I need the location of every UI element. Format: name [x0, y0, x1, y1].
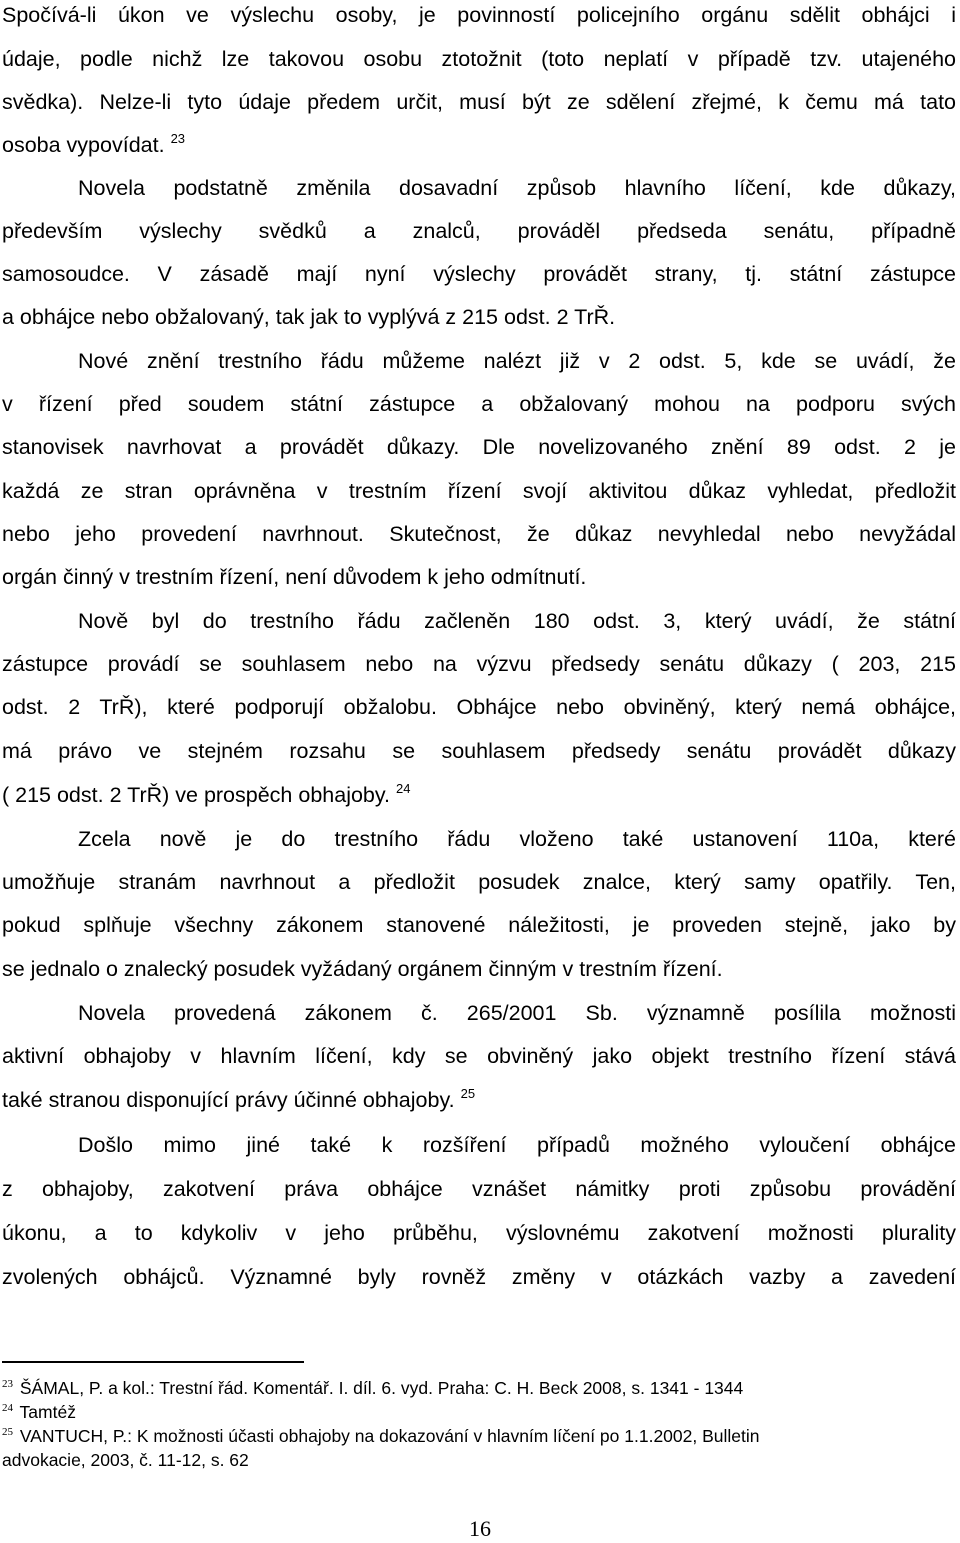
body-line: Spočívá-li úkon ve výslechu osoby, je povinností policejního orgánu sdělit obhájci i: [2, 3, 956, 27]
body-line: především výslechy svědků a znalců, prováděl předseda senátu, případně: [2, 219, 956, 243]
footnote-ref-25[interactable]: 25: [460, 1086, 476, 1101]
page-number: 16: [469, 1516, 491, 1541]
body-line: svědka). Nelze-li tyto údaje předem určit, musí být ze sdělení zřejmé, k čemu má tato: [2, 90, 956, 114]
footnote-text: Tamtéž: [19, 1402, 76, 1422]
footnote-text: ŠÁMAL, P. a kol.: Trestní řád. Komentář. I. díl. 6. vyd. Praha: C. H. Beck 2008, s. 1341 - 1344: [19, 1378, 744, 1398]
body-line: Novela provedená zákonem č. 265/2001 Sb. významně posílila možnosti: [78, 1001, 956, 1025]
footnote-separator: [2, 1361, 304, 1363]
body-line: pokud splňuje všechny zákonem stanovené náležitosti, je proveden stejně, jako by: [2, 913, 956, 937]
body-line: Nové znění trestního řádu můžeme nalézt již v 2 odst. 5, kde se uvádí, že: [78, 349, 956, 373]
body-line: Zcela nově je do trestního řádu vloženo také ustanovení 110a, které: [78, 827, 956, 851]
footnote-ref-24[interactable]: 24: [396, 781, 411, 796]
footnote-number: 25: [2, 1426, 13, 1438]
body-line: samosoudce. V zásadě mají nyní výslechy provádět strany, tj. státní zástupce: [2, 262, 956, 286]
body-line: osoba vypovídat. $^{23}$: [2, 131, 186, 157]
body-line: v řízení před soudem státní zástupce a obžalovaný mohou na podporu svých: [2, 392, 956, 416]
body-line: se jednalo o znalecký posudek vyžádaný orgánem činným v trestním řízení.: [2, 957, 723, 981]
body-line: stanovisek navrhovat a provádět důkazy. Dle novelizovaného znění 89 odst. 2 je: [2, 435, 956, 459]
body-line: každá ze stran oprávněna v trestním řízení svojí aktivitou důkaz vyhledat, předložit: [2, 479, 956, 503]
body-line: má právo ve stejném rozsahu se souhlasem předsedy senátu provádět důkazy: [2, 739, 956, 763]
body-line: odst. 2 TrŘ), které podporují obžalobu. Obhájce nebo obviněný, který nemá obhájce,: [2, 695, 956, 719]
body-line: aktivní obhajoby v hlavním líčení, kdy se obviněný jako objekt trestního řízení stává: [2, 1044, 956, 1068]
footnote-ref-23[interactable]: 23: [170, 131, 186, 146]
body-line: Došlo mimo jiné také k rozšíření případů možného vyloučení obhájce: [78, 1133, 956, 1157]
footnote-number: 23: [2, 1378, 13, 1390]
footnote-number: 24: [2, 1402, 13, 1414]
body-line: Nově byl do trestního řádu začleněn 180 odst. 3, který uvádí, že státní: [78, 609, 956, 633]
body-line: ( 215 odst. 2 TrŘ) ve prospěch obhajoby. $^{24}$: [2, 781, 411, 807]
footnote-25: [2, 1424, 956, 1448]
body-line: a obhájce nebo obžalovaný, tak jak to vyplývá z 215 odst. 2 TrŘ.: [2, 305, 616, 329]
body-line: také stranou disponující právy účinné obhajoby. $^{25}$: [2, 1086, 476, 1112]
body-line: údaje, podle nichž lze takovou osobu ztotožnit (toto neplatí v případě tzv. utajeného: [2, 47, 956, 71]
body-line: z obhajoby, zakotvení práva obhájce vznášet námitky proti způsobu provádění: [2, 1177, 956, 1201]
footnote-24: [2, 1400, 956, 1424]
footnote-text: VANTUCH, P.: K možnosti účasti obhajoby na dokazování v hlavním líčení po 1.1.2002, Bulletin: [19, 1426, 760, 1446]
body-line: orgán činný v trestním řízení, není důvodem k jeho odmítnutí.: [2, 565, 587, 589]
footnote-23: [2, 1376, 956, 1400]
body-line: nebo jeho provedení navrhnout. Skutečnost, že důkaz nevyhledal nebo nevyžádal: [2, 522, 956, 546]
body-line: umožňuje stranám navrhnout a předložit posudek znalce, který samy opatřily. Ten,: [2, 870, 956, 894]
body-line: Novela podstatně změnila dosavadní způsob hlavního líčení, kde důkazy,: [78, 176, 956, 200]
body-line: úkonu, a to kdykoliv v jeho průběhu, výslovnému zakotvení možnosti plurality: [2, 1221, 956, 1245]
footnote-25-continuation: advokacie, 2003, č. 11-12, s. 62: [2, 1450, 249, 1470]
body-line: zvolených obhájců. Významné byly rovněž změny v otázkách vazby a zavedení: [2, 1265, 956, 1289]
body-line: zástupce provádí se souhlasem nebo na výzvu předsedy senátu důkazy ( 203, 215: [2, 652, 956, 676]
